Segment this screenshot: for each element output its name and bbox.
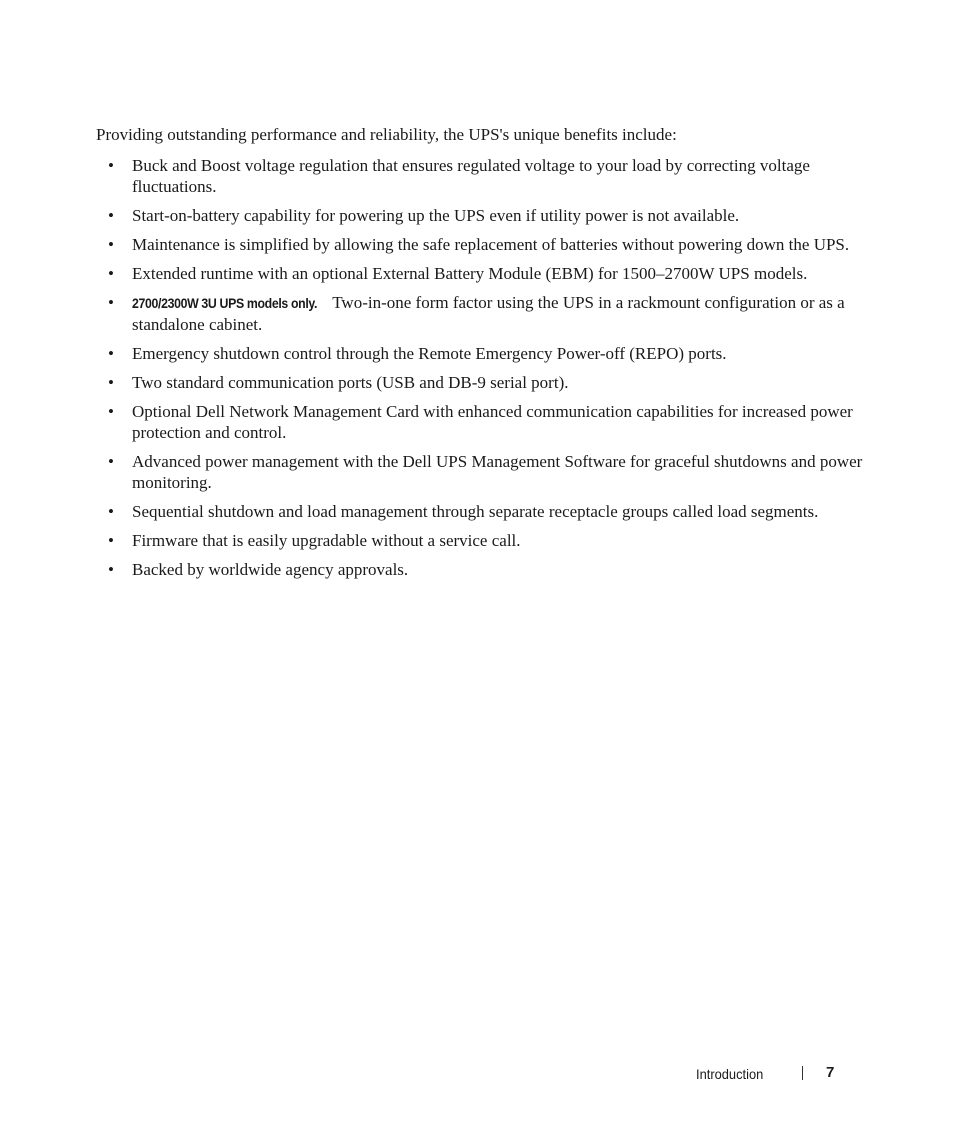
benefit-text: Optional Dell Network Management Card with enhanced communication capabilities for increased power protection and control. — [132, 402, 853, 442]
bullet-icon: • — [108, 402, 114, 421]
benefit-text: Sequential shutdown and load management through separate receptacle groups called load segments. — [132, 502, 819, 521]
bullet-icon: • — [108, 156, 114, 175]
benefit-text: Two standard communication ports (USB and DB-9 serial port). — [132, 373, 569, 392]
bullet-icon: • — [108, 373, 114, 392]
list-item — [96, 530, 866, 551]
benefit-text: Extended runtime with an optional External Battery Module (EBM) for 1500–2700W UPS models. — [132, 264, 808, 283]
bullet-icon: • — [108, 452, 114, 471]
list-item — [96, 451, 866, 493]
benefit-text: Maintenance is simplified by allowing the safe replacement of batteries without powering down the UPS. — [132, 235, 850, 254]
list-item — [96, 372, 866, 393]
benefit-text: Advanced power management with the Dell UPS Management Software for graceful shutdowns and power monitoring. — [132, 452, 863, 492]
list-item — [96, 559, 866, 580]
list-item — [96, 263, 866, 284]
bullet-icon: • — [108, 206, 114, 225]
intro-paragraph: Providing outstanding performance and reliability, the UPS's unique benefits include: — [96, 125, 677, 144]
list-item — [96, 234, 866, 255]
benefit-text: Backed by worldwide agency approvals. — [132, 560, 409, 579]
benefit-text: Firmware that is easily upgradable without a service call. — [132, 531, 521, 550]
footer-divider — [802, 1066, 803, 1080]
benefit-text: Two-in-one form factor using the UPS in a rackmount configuration or as a standalone cabinet. — [132, 293, 845, 334]
list-item — [96, 401, 866, 443]
list-item — [96, 155, 866, 197]
benefit-text: Buck and Boost voltage regulation that ensures regulated voltage to your load by correcting voltage fluctuations. — [132, 156, 810, 196]
bullet-icon: • — [108, 264, 114, 283]
bullet-icon: • — [108, 560, 114, 579]
benefit-text: Start-on-battery capability for powering up the UPS even if utility power is not available. — [132, 206, 740, 225]
bullet-icon: • — [108, 531, 114, 550]
bullet-icon: • — [108, 502, 114, 521]
footer-section-title: Introduction — [696, 1066, 764, 1082]
list-item — [96, 343, 866, 364]
benefit-text: Emergency shutdown control through the Remote Emergency Power-off (REPO) ports. — [132, 344, 727, 363]
benefits-list — [96, 155, 866, 588]
list-item — [96, 292, 866, 335]
list-item — [96, 205, 866, 226]
list-item — [96, 501, 866, 522]
bullet-icon: • — [108, 344, 114, 363]
page-number: 7 — [826, 1064, 835, 1081]
bullet-icon: • — [108, 293, 114, 312]
bullet-icon: • — [108, 235, 114, 254]
benefit-lead-label: 2700/2300W 3U UPS models only. — [132, 295, 318, 311]
